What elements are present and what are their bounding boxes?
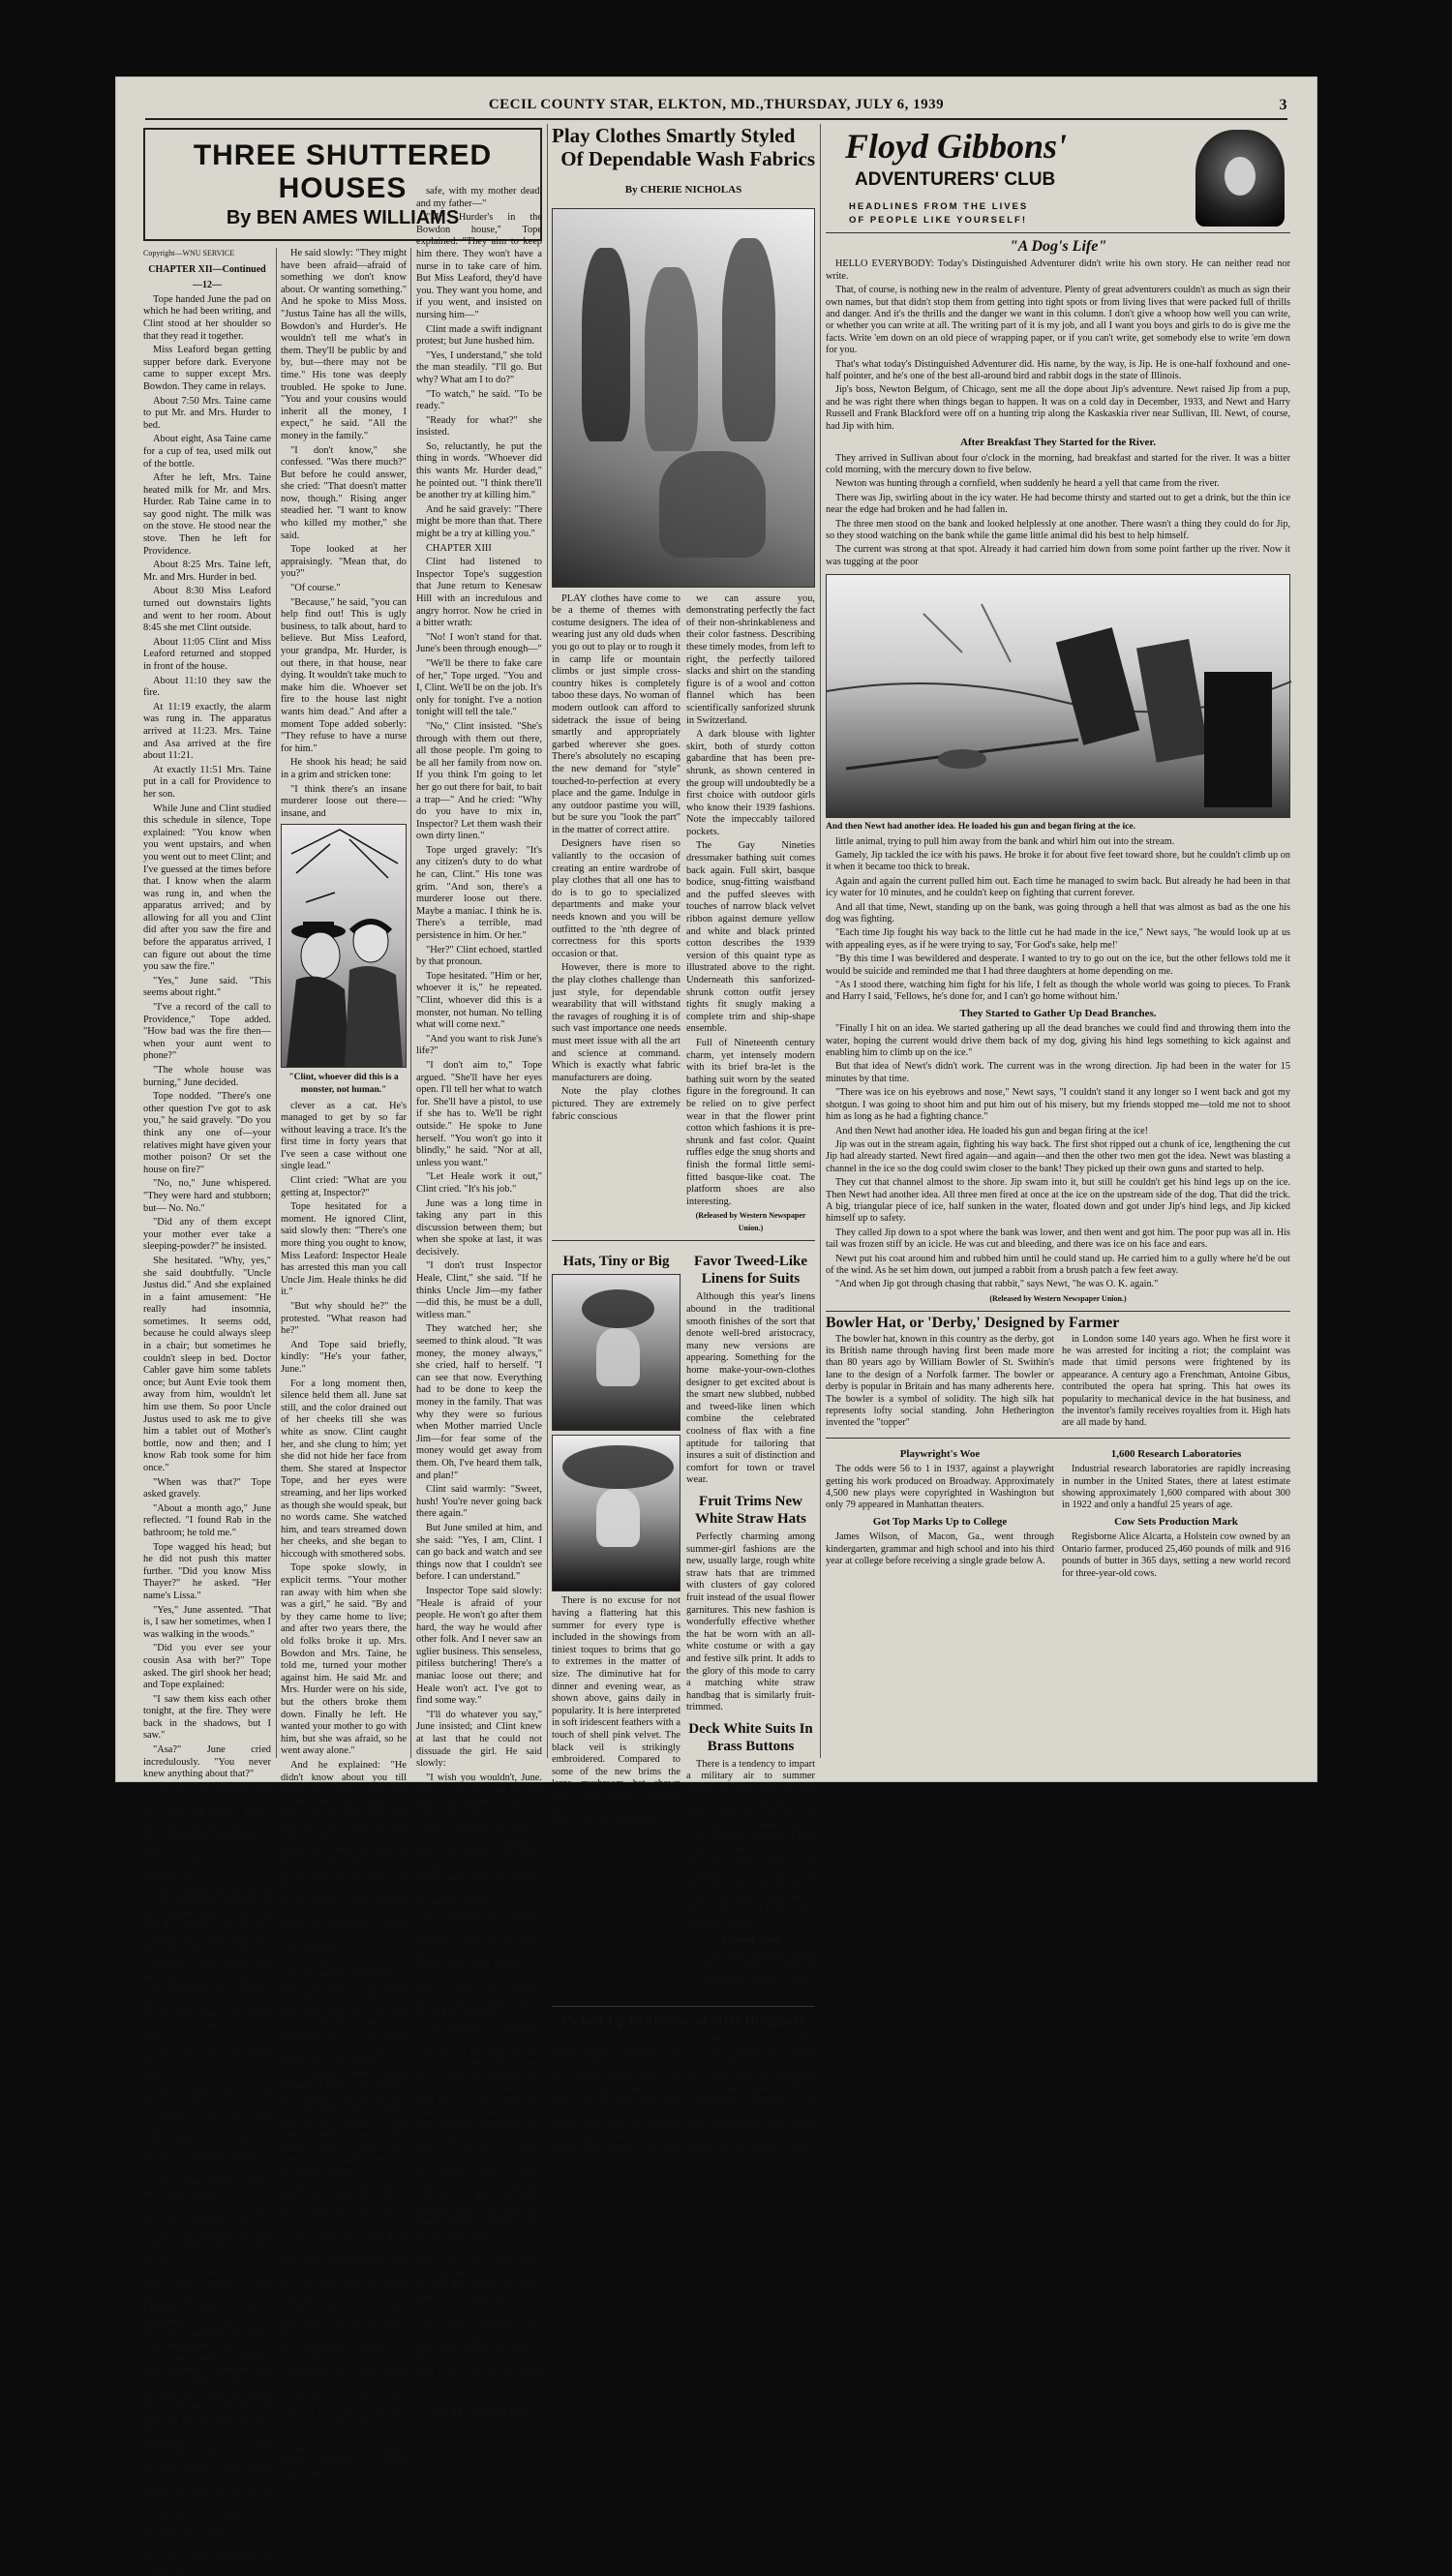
serial-paragraph: About eight, Asa Taine came for a cup of tea, used milk out of the bottle. bbox=[143, 434, 271, 470]
serial-paragraph: Clint cried: "What are you getting at, Inspector?" bbox=[281, 1175, 407, 1198]
serial-paragraph: Inspector Tope said slowly: "Heale is afraid of your people. He won't go after them hard, the way he would after other folk. And I never saw an uglier business. This senseless, pitiless butchering! There's a maniac loose out there; and Heale won't act. I've got to find some way." bbox=[416, 1585, 542, 1707]
serial-paragraph: Tope hesitated for a moment. He ignored Clint, said slowly then: "There's one more thing you ought to know, Miss Leaford: Inspector Heale has arrested this man you call Uncle Jim. Heale thinks he did it." bbox=[281, 1201, 407, 1298]
hat-photo-top bbox=[552, 1274, 681, 1431]
serial-paragraph: "The whole house was burning," June decided. bbox=[143, 1065, 271, 1088]
story-title: "A Dog's Life" bbox=[1009, 238, 1107, 255]
briefs-left bbox=[826, 1444, 1054, 1582]
serial-paragraph: "I don't trust Inspector Heale, Clint," she said. "If he thinks Uncle Jim—my father—did this, he must be a dull, witless man." bbox=[416, 1260, 542, 1320]
serial-paragraph: Tope considered, his eyes on the floor, his head wagging. "I think the thing will ripen tonight," he confessed. "If it seems sure that Mr. Hurder will live, the murderer will try to end him tonight." bbox=[416, 1823, 542, 1907]
fashion-paragraph: we can assure you, demonstrating perfectly the fact of their non-shrinkableness and their color fastness. Describing these timely modes, from left to right, the perfectly tailored slacks and shirt on the standing figure is of a wool and cotton flannel which has been scientifically sanforized shrunk in Switzerland. bbox=[686, 592, 815, 726]
fashion-section bbox=[552, 124, 815, 2167]
ice-rescue-illustration bbox=[826, 574, 1290, 818]
page-number: 3 bbox=[1279, 97, 1287, 113]
serial-paragraph: "When was that?" Tope asked gravely. bbox=[143, 1476, 271, 1500]
serial-paragraph: He looked at Miss Moss, sure she would understand. "I guess he still loved Kitty Leaford," he said. "When she died, it hit him hard. He went away; but he came back yesterday, says he was asleep in his cabin all last night. So Heale has locked him up." bbox=[281, 1956, 407, 2066]
serial-paragraph: "I saw them kiss each other tonight, at the fire. They were back in the shadows, but I saw." bbox=[143, 1693, 271, 1742]
fishnet-title: Fishnet Trim bbox=[720, 1933, 780, 1946]
bowler-title: Bowler Hat, or 'Derby,' Designed by Farmer bbox=[826, 1315, 1120, 1332]
briefs-right bbox=[1062, 1444, 1290, 1582]
club-subtitle-1: HEADLINES FROM THE LIVES bbox=[849, 201, 1029, 212]
serial-paragraph: Inspector Tope nodded; and he picked his words with care. "You remember Mr. Glovere, who lived in the cabin in the woods—the man you called Uncle Jim. You liked him, didn't you?" bbox=[143, 1959, 271, 2044]
serial-paragraph: "I've a record of the call to Providence," Tope added. "How bad was the fire then—when your aunt went to phone?" bbox=[143, 1002, 271, 1062]
gibbons-paragraph: "There was ice on his eyebrows and nose," Newt says, "I couldn't stand it any longer so I went back and got my shotgun. I was going to shoot him and put him out of his misery, but my friends stopped me—told me not to shoot him as long as he had a fighting chance." bbox=[826, 1087, 1290, 1123]
column-rule bbox=[820, 124, 821, 1758]
newspaper-page bbox=[116, 77, 1316, 2575]
serial-paragraph: And he explained: "He didn't know about you till afterward, years afterward. When you were about ten years old, he came back and met you in the woods, and you told him who you were. So he stayed, to be near you, lived in the cabin there. They wanted to put him off the land; but there wasn't any divorce, and he threatened to make trouble unless they let him stay. He didn't ask anything of them except to be near you, to see you sometimes." bbox=[281, 1759, 407, 1954]
serial-paragraph: Miss Leaford began getting supper before dark. Everyone came to supper except Mrs. Bowdon. They came in relays. bbox=[143, 345, 271, 392]
serial-paragraph: "About a month ago," June reflected. "I found Rab in the bathroom; he told me." bbox=[143, 1502, 271, 1538]
copyright-line: Copyright—WNU SERVICE bbox=[143, 249, 235, 258]
brief-2-title: Got Top Marks Up to College bbox=[872, 1515, 1008, 1528]
serial-paragraph: "And you want to risk June's life?" bbox=[416, 1033, 542, 1057]
straw-text: Perfectly charming among summer-girl fashions are the new, usually large, rough white straw hats that are trimmed with clusters of gay colored fruit instead of the usual flower garnitures. This new fashion is wonderfully effective whether the hat be worn with an all-white costume or with a gay and festive silk print. It adds to the glory of this mode to carry a matching white straw handbag that is similarly fruit-trimmed. bbox=[686, 1530, 815, 1713]
gibbons-paragraph: little animal, trying to pull him away from the bank and whirl him out into the stream. bbox=[835, 835, 1175, 847]
serial-paragraph: For a long moment then, silence held them all. June sat still, and the color drained out of her cheeks till she was white as snow. Clint caught her, and she clung to him; yet she did not hide her face from them. She stared at Inspector Tope, and her eyes were streaming, and her lips worked as though she would speak, but no words came. She watched him, and tears streamed down her cheeks, and she began to hiccough with smothered sobs. bbox=[281, 1378, 407, 1560]
serial-column-3 bbox=[416, 186, 543, 2421]
serial-paragraph: "You mean—arrested him?" Her cheek was pale. bbox=[143, 2176, 271, 2199]
gibbons-paragraph: And all that time, Newt, standing up on the bank, was going through a hell that was almost as bad as the one his dog was fighting. bbox=[826, 901, 1290, 924]
gibbons-paragraph: Newt put his coat around him and rubbed him until he could stand up. He carried him to a gully where he'd be out of the wind. As he set him down, out jumped a rabbit from a brush patch a few feet away. bbox=[826, 1253, 1290, 1276]
serial-paragraph: "You think so?" Tope prompted her. bbox=[143, 1858, 271, 1881]
serial-paragraph: "To watch," he said. "To be ready." bbox=[416, 388, 542, 412]
serial-paragraph: "Of course." bbox=[290, 583, 341, 594]
tweed-title: Favor Tweed-Like Linens for Suits bbox=[693, 1254, 808, 1288]
fashion-headline-line1: Play Clothes Smartly Styled bbox=[552, 124, 796, 147]
masthead-title: CECIL COUNTY STAR, ELKTON, MD.,THURSDAY, JULY 6, 1939 bbox=[488, 97, 945, 112]
serial-paragraph: About 8:30 Miss Leaford turned out downstairs lights and went to her room. About 8:45 she met Clint outside. bbox=[143, 586, 271, 634]
chapter-heading: CHAPTER XII—Continued bbox=[148, 263, 266, 275]
serial-paragraph: They watched her; she seemed to think aloud. "It was money, the money always," she cried, half to herself. "I can see that now. Everything had to be done to keep the money in the family. That was why they were so furious when Mother married Uncle Jim—for fear some of the money would get away from them. Oh, I've heard them talk, and plan!" bbox=[416, 1323, 542, 1481]
serial-paragraph: "Her?" Clint echoed, startled by that pronoun. bbox=[416, 944, 542, 968]
serial-paragraph: June nodded. "Yes," she said. "Yes, they could make Grandpa Hurder write his will the way they wanted it. They'd leave him no peace till he did." bbox=[416, 2243, 542, 2303]
deck-title: Deck White Suits In Brass Buttons bbox=[688, 1720, 813, 1754]
serial-paragraph: "Ready for what?" she insisted. bbox=[416, 414, 542, 439]
serial-paragraph: "I wish you wouldn't, June. But —I can see, can feel the same way. Inspector, what do you mean to do?" bbox=[416, 1772, 542, 1820]
gibbons-paragraph: "And when Jip got through chasing that rabbit," says Newt, "he was O. K. again." bbox=[835, 1279, 1159, 1290]
serial-paragraph: "Mr. Hurder's in the Bowdon house," Tope explained. "They aim to keep him there. They won't have a nurse in to take care of him. But Miss Leaford, they'd have you. They want you home, and if you went, and insisted on nursing him—" bbox=[416, 212, 542, 320]
serial-paragraph: "Did you ever see your cousin Asa with her?" Tope asked. The girl shook her head; and Tope explained: bbox=[143, 1643, 271, 1691]
serial-paragraph: "Did any of them except your mother ever take a sleeping-powder?" he insisted. bbox=[143, 1217, 271, 1253]
column-rule bbox=[547, 124, 548, 1758]
serial-paragraph: About 11:10 they saw the fire. bbox=[143, 675, 271, 699]
serial-illustration bbox=[281, 824, 407, 1068]
serial-paragraph: "But he didn't do this!" She rubbed her eyes with her hands like one just waking; she stood up, supporting herself by Clint's arm. "Oh, I want to do something!" she cried. "What can I do?" bbox=[281, 2306, 407, 2390]
serial-paragraph: June moved, about to speak; and Clint held her close, protectingly. She said faintly: bbox=[281, 2180, 407, 2216]
fashion-paragraph: The Gay Nineties dressmaker bathing suit comes back again. Full skirt, basque bodice, snug-fitting waistband and the puffed sleeves with touches of narrow black velvet ribbon against demure yellow and white and black printed cotton describes the 1939 version of this quaint type as illustrated above to the right. Underneath this sanforized-shrunk cotton outfit jersey tights fit snugly making a complete trim and ship-shape ensemble. bbox=[686, 840, 815, 1035]
serial-column-2 bbox=[281, 248, 408, 2479]
serial-paragraph: "He's come back," the Inspector said. bbox=[143, 2085, 271, 2108]
serial-title: THREE SHUTTERED HOUSES bbox=[193, 139, 493, 204]
serial-paragraph: He shook his head; he said in a grim and stricken tone: bbox=[281, 757, 407, 780]
serial-paragraph: "Yes," she said. "So much. He went away, after Mother died." bbox=[143, 2046, 271, 2082]
section-divider bbox=[826, 1438, 1290, 1439]
serial-paragraph: CHAPTER XIII bbox=[426, 542, 492, 554]
serial-paragraph: At 11:19 exactly, the alarm was rung in. The apparatus arrived at 11:23. Mrs. Taine and Asa arrived at the fire about 11:21. bbox=[143, 701, 271, 762]
masthead bbox=[145, 95, 1287, 120]
serial-paragraph: "Because," he said, "you can help find out! This is ugly business, to talk about, hard to believe. But Miss Leaford, your grandpa, Mr. Hurder, is out there, in that house, near dying. It wouldn't take much to make him die. Whoever set fire to the house last night wants him dead." And after a moment Tope added soberly: "They refuse to have a nurse for him." bbox=[281, 596, 408, 754]
serial-paragraph: "I don't know," she confessed. "Was there much?" But before he could answer, she cried: "That doesn't matter now, though." Rising anger steadied her. "I want to know who killed my mother," she said. bbox=[281, 444, 407, 541]
brief-3-title: 1,600 Research Laboratories bbox=[1110, 1447, 1242, 1460]
serial-paragraph: Tope urged gravely: "It's any citizen's duty to do what he can, Clint." His tone was grim. "And son, there's a murderer loose out there. Maybe a maniac. I think he is. There's a terrible, mad persistence in him. Or her." bbox=[416, 844, 542, 942]
serial-paragraph: Tope looked at her appraisingly. "Mean that, do you?" bbox=[281, 544, 407, 580]
section-divider bbox=[552, 2006, 815, 2007]
serial-paragraph: "No, no," June whispered. "They were hard and stubborn; but— No. No." bbox=[143, 1178, 271, 1214]
hats-title: Hats, Tiny or Big bbox=[562, 1254, 670, 1270]
fashion-released: (Released by Western Newspaper Union.) bbox=[695, 1211, 806, 1232]
gibbons-paragraph: Jip was out in the stream again, fighting his way back. The first shot ripped out a chunk of ice, lengthening the cut Jip had already started. Newt fired again—and again—and then the other two men got the idea. Newt was blasting a channel in the ice so the dog could swim closer to the bank! They picked up their own guns and started to help. bbox=[826, 1138, 1290, 1174]
gibbons-paragraph: "By this time I was bewildered and desperate. I wanted to try to go out on the ice, but the other fellows told me it would be suicide and reminded me that I had three daughters at home depending on me. bbox=[826, 954, 1290, 977]
serial-paragraph: "Let Heale work it out," Clint cried. "It's his job." bbox=[416, 1171, 542, 1195]
serial-paragraph: Tope hesitated. "Him or her, whoever it is," he repeated. "Clint, whoever did this is a monster, not human. No telling what will come next." bbox=[416, 970, 542, 1031]
straw-title: Fruit Trims New White Straw Hats bbox=[695, 1493, 806, 1527]
serial-paragraph: "I'm guessing," he repeated. "Justus Taine wouldn't tell me what was in the wills. But my guess is that the Hurder money is in a trust to separate Mrs. Leaford—but she's dead—and then for you, Miss Taine, and Rab. With trustees. Maybe Taine himself. Maybe his sons. It doesn't matter—wouldn't help us any if we knew, because they're all in the same pot together. But it comes down to it that you're the only one left in the way, Miss Leaford. With you dead, the Hurder money's bound to stay in the Taine family." bbox=[416, 2021, 542, 2240]
serial-paragraph: And he said gravely: "There might be more than that. There might be a try at killing you." bbox=[416, 503, 542, 540]
gibbons-paragraph: There was Jip, swirling about in the icy water. He had become thirsty and started out to get a drink, but the thin ice near the edge had broken and he had fallen in. bbox=[826, 492, 1290, 516]
serial-paragraph: "Heale thought he might have had something to do—" bbox=[143, 2202, 271, 2227]
section-divider bbox=[552, 1240, 815, 1241]
serial-paragraph: Clint made a swift indignant protest; but June hushed him. bbox=[416, 323, 542, 348]
serial-paragraph: Tope handed June the pad on which he had been writing, and Clint stood at her shoulder so that they read it together. bbox=[143, 293, 271, 342]
club-subtitle-2: OF PEOPLE LIKE YOURSELF! bbox=[849, 215, 1028, 226]
serial-paragraph: Tope wagged his head; but he did not push this matter further. "Did you know Miss Thayer?" he asked. "Her name's Lissa." bbox=[143, 1541, 271, 1601]
serial-paragraph: "Yes," June said. "This seems about right." bbox=[143, 975, 271, 999]
serial-paragraph: "Safe!" she exclaimed almost scornfully. "I don't want to be bbox=[281, 2443, 407, 2479]
serial-paragraph: "He came back at noon today," Tope explained. "Came back asking for you . . . Miss Leaford, I used to be a policeman. I'm trying to find out what happened out there. You understand that we are sure your mother, somehow, was poisoned. Someone put some extra tablets in that glass of milk she drank. It might have been done while the milk was still in the bottle, in Mrs. Bowdon's refrigerator. Or afterward in your grandmother's kitchen, or on the way upstairs, or after it was taken upstairs. And anyone might have done it. Anyone at all." bbox=[143, 2267, 271, 2510]
brief-4-title: Cow Sets Production Mark bbox=[1114, 1515, 1238, 1528]
serial-paragraph: Tope hesitated, he confessed at last: "Inspector Heale is holding him." bbox=[143, 2137, 271, 2173]
fashion-paragraph: Full of Nineteenth century charm, yet intensely modern with its brief bra-let is the bathing suit worn by the seated figure in the foreground. It can be relied on to give perfect wear in that the flower print cotton which fashions it is pre-shrunk and fast color. Quaint ruffles edge the snug shorts and finish the formal little semi-fitted basque-like coat. The platform shoes are also interesting. bbox=[686, 1037, 815, 1207]
play-clothes-photo bbox=[552, 208, 815, 588]
subhead-branches: They Started to Gather Up Dead Branches. bbox=[959, 1007, 1157, 1019]
serial-paragraph: Tope nodded. "There's one other question I've got to ask you," he said gravely. "Do you think any one of—your relatives might have given your mother poison? Or set the house on fire?" bbox=[143, 1091, 271, 1175]
serial-column-1 bbox=[143, 248, 271, 2575]
fashion-paragraph: However, there is more to the play clothes challenge than just style, for dependable wearability that will withstand the ravages of roughing it is of such vast importance one needs must meet issue with all the art and science at command. Which is exactly what fabric manufacturers are doing. bbox=[552, 962, 681, 1083]
serial-paragraph: "Oh, no," she declared. "But if Asa loved her, he wouldn't have dared tell anyone. They'd have been furious. Aunt Evie, and Grandma Bowdon, I mean." bbox=[143, 1782, 271, 1855]
serial-paragraph: "Yes! Mother used to tell me—" She hesitated, went bravely on: "Mother used to tell me that if I married without their consent, they would crush me. They did crush her, you know." bbox=[143, 1884, 271, 1956]
gibbons-paragraph: Again and again the current pulled him out. Each time he managed to swim back. But already he had been in that icy water for 10 minutes, and he couldn't keep on fighting that current forever. bbox=[826, 875, 1290, 899]
gibbons-paragraph: Gamely, Jip tackled the ice with his paws. He broke it for about five feet toward shore, but he couldn't climb up on it when it became too thick to break. bbox=[826, 849, 1290, 873]
serial-paragraph: The Inspector said soberly: "This, if you want to," he said. "I know it's not safe for you—" bbox=[281, 2393, 407, 2441]
serial-paragraph: And Tope said briefly, kindly: "He's your father, June." bbox=[281, 1339, 407, 1375]
serial-paragraph: "I'll do whatever you say," June insisted; and Clint knew at last that he could not dissuade the girl. He said slowly: bbox=[416, 1709, 542, 1770]
hats-text: There is no excuse for not having a flattering hat this summer for every type is included in the showings from tiniest toques to brims that go to extremes in the matter of size. The diminutive hat for dinner and evening wear, as shown above, gains daily in popularity. It is here interpreted in soft iridescent feathers with a touch of shell pink velvet. The black veil is strikingly embroidered. Compared to some of the new brims the large mushroom hat shown here of black Milan is in reality quite conservative. There's no limit as to brim dimensions. bbox=[552, 1595, 681, 1827]
ice-rescue-drawing bbox=[827, 575, 1291, 817]
illustration-caption: "Clint, whoever did this is a monster, not human." bbox=[288, 1073, 399, 1095]
illustration-drawing bbox=[282, 825, 408, 1067]
section-divider bbox=[826, 1311, 1290, 1312]
subhead-breakfast: After Breakfast They Started for the River. bbox=[960, 437, 1156, 449]
serial-paragraph: "It would seem simple enough to Heale," she pointed out. "Heale will say that Mr. Leaford killed Mrs. Leaford and then the Hurders, so that June would inherit their money. Then he could claim June as his daughter, and get her and the money too." bbox=[281, 2068, 407, 2177]
serial-paragraph: "Where is he?" she cried eagerly. bbox=[143, 2111, 271, 2135]
club-name: ADVENTURERS' CLUB bbox=[855, 169, 1056, 190]
gibbons-paragraph: And then Newt had another idea. He loaded his gun and began firing at the ice! bbox=[835, 1125, 1149, 1136]
gibbons-title: Floyd Gibbons' bbox=[845, 127, 1068, 166]
gibbons-paragraph: The three men stood on the bank and looked helplessly at one another. There wasn't a thing they could do for Jip, so they stood watching on the bank while the game little animal did his best to help himself. bbox=[826, 518, 1290, 541]
gibbons-paragraph: They arrived in Sullivan about four o'clock in the morning, had breakfast and started for the river. It was a bitter cold morning, with the mercury down to five below. bbox=[826, 452, 1290, 475]
serial-paragraph: She hesitated. "Why, yes," she said doubtfully. "Uncle Justus did." And she explained in a faint amusement: "He really had insomnia, sometimes. It seems odd, because he could always sleep in a chair; but sometimes he couldn't sleep in bed. Doctor Cabler gave him some tablets once; but Aunt Evie took them away from him, wouldn't let him use them. So poor Uncle Justus used to ask me to give him a tablet out of Mother's bottle, now and then; and I know Rab took some for him once." bbox=[143, 1255, 271, 1473]
serial-paragraph: Tope spoke slowly, in explicit terms. "Your mother ran away with him when she was a girl," he said. "By and by they came home to live; and after two years there, the old folks broke it up. Mrs. Bowdon and Mrs. Taine, he told me, turned your mother against him. He said Mr. and Mrs. Hurder were on his side, but the others broke them down. Finally he left. He wanted your mother to go with him, but she was afraid, so he went away alone." bbox=[281, 1562, 407, 1757]
serial-paragraph: "So there it is," Tope agreed, with a grim simplicity. "The money waiting, ready to run into their pockets as soon as Mr. Hurder dies. You're the last dam in the way, the last thing to stop it. They'll be after you." bbox=[416, 2306, 543, 2390]
serial-paragraph: About 11:05 Clint and Miss Leaford returned and stopped in front of the house. bbox=[143, 636, 271, 672]
hats-article bbox=[552, 1247, 681, 2000]
fishnet-text: A New York designer, on the search for something different to distinguish summer clothes, has turned to fishnet. bbox=[686, 1949, 815, 1997]
deck-text: There is a tendency to impart a military air to summer dresses and suits made of white sharkskin or white gossamer sheer wool by the use of handsome brass buttons, and in some instances epaulets of gold braid have been added. The fad for all white with gold trimming is also carried out in that gold kid belts are being worn with classic white dresses the draping of which takes on a sculptural beauty. bbox=[686, 1758, 815, 1928]
serial-paragraph: "I don't aim to," Tope argued. "She'll have her eyes open. I'll tell her what to watch for. She'll have a pistol, to use if she has to. We'll be right outside." He spoke to June herself. "You won't go into it blindly," he said. "Nor at all, unless you want." bbox=[416, 1059, 542, 1168]
serial-paragraph: "I think there's an insane murderer loose out there—insane, and bbox=[281, 783, 407, 819]
serial-paragraph: "No," Clint insisted. "She's through with them out there, all those people. I'm going to be all her family from now on. If you think I'm going to let her go out there for bait, to bait a trap—" And he cried: "Why do you have to mix in, Inspector? Let them wash their own dirty linen." bbox=[416, 720, 542, 842]
studios-title: Picked Up in Studios of Style Designers bbox=[561, 2014, 805, 2030]
serial-paragraph: Clint had listened to Inspector Tope's suggestion that June return to Kenesaw Hill with an incredulous and angry horror. Now he cried in a bitter wrath: bbox=[416, 557, 542, 629]
gibbons-paragraph: "Finally I hit on an idea. We started gathering up all the dead branches we could find and throwing them into the water, hoping the current would drive them back of my dog, giving his hind legs something to kick against and enabling him to climb up on the ice." bbox=[826, 1023, 1290, 1059]
serial-paragraph: Clint said warmly: "Sweet, hush! You're never going back there again." bbox=[416, 1484, 542, 1520]
fashion-byline: By CHERIE NICHOLAS bbox=[624, 184, 742, 196]
brief-2-text: James Wilson, of Macon, Ga., went through kindergarten, grammar and high school and into his third year at college before receiving a single grade below A. bbox=[826, 1531, 1054, 1567]
serial-paragraph: While June and Clint studied this schedule in silence, Tope explained: "You know when you went upstairs, and when you went out to meet Clint; and I've guessed at the times before that. I know when the alarm was rung in, and when the apparatus arrived; and by allowing for all you and Clint did after you saw the fire and before the apparatus arrived, I can figure out about the time you saw the fire." bbox=[143, 803, 271, 973]
gibbons-paragraph: The current was strong at that spot. Already it had carried him down from some point farther up the river. Now it was tugging at the poor bbox=[826, 544, 1290, 567]
gibbons-paragraph: That's what today's Distinguished Adventurer did. His name, by the way, is Jip. He is one-half foxhound and one-half pointer, and he's one of the best all-around bird and rabbit dogs in the state of Illinois. bbox=[826, 358, 1290, 382]
fashion-paragraph: PLAY clothes have come to be a theme of themes with costume designers. The idea of wearing just any old duds when you go out to play or to rough it in camp life or mountain climbs or just simple cross-country hikes is completely taboo these days. No woman of modern outlook can afford to sidetrack the issue of being smartly and appropriately garbed wherever she goes. There's absolutely no escaping the new demand for "style" touched-to-perfection at every place and the game. Indulge in any outdoor pastime you will, but be sure you "look the part" in the matter of correct attire. bbox=[552, 592, 681, 835]
serial-paragraph: At exactly 11:51 Mrs. Taine put in a call for Providence to her son. bbox=[143, 764, 271, 800]
serial-paragraph: The girl was trembling, but her eyes were steady. bbox=[143, 2513, 271, 2536]
studios-text-right: Of interest in hosiery styles, is a new interest in colorful types. In the fabric choice for new dress coats the designers are showing originality. Those comfortable huaraches, or straw woven sandals, are in the shoe departments again. You'll be calm, cool and collected this summer if you happen to fancy any of the net blouses. bbox=[686, 2034, 815, 2167]
fashion-briefs bbox=[686, 1247, 815, 2000]
serial-paragraph: "Yes, I understand," she told the man steadily. "I'll go. But why? What am I to do?" bbox=[416, 349, 542, 385]
fashion-paragraph: Note the play clothes pictured. They are extremely fabric conscious bbox=[552, 1086, 681, 1122]
brief-3-text: Industrial research laboratories are rapidly increasing in number in the United States, there at latest estimate showing approximately 1,600 compared with about 300 in 1922 and only a handful 25 years of age. bbox=[1062, 1464, 1290, 1511]
bowler-text-right: in London some 140 years ago. When he first wore it he was arrested for inciting a riot; the complaint was made that timid persons were frightened by its appearance. A century ago a Frenchman, Antoine Gibus, contributed the opera hat spring. This hat owes its popularity to mechanical device in the hat business, and the inventor's family receives royalties from it. High hats are all made by hand. bbox=[1062, 1333, 1290, 1429]
chapter-number: —12— bbox=[193, 280, 222, 291]
serial-paragraph: "Oh," she protested in loyal pride. "Uncle Jim wouldn't. No, no." bbox=[143, 2228, 271, 2264]
adventurers-club-header bbox=[826, 124, 1290, 233]
brief-1-title: Playwright's Woe bbox=[899, 1447, 981, 1460]
studios-text-left: Even the lowly ticking is going slightly high-hat. The suede jacket has come out of the strictly sports class. All kinds of sleight of hand fashion tricks can be done with sport clothes. The Dutch influence which began with the blue and white Dutch boy suits has spread into patterns for print fabrics. bbox=[552, 2034, 681, 2167]
serial-paragraph: About 8:25 Mrs. Taine left, Mr. and Mrs. Hurder in bed. bbox=[143, 560, 271, 583]
serial-paragraph: He said slowly: "They might have been afraid—afraid of something we don't know about. Or wanting something." And he spoke to Miss Moss. "Justus Taine has all the wills, Bowdon's and Hurder's. He wouldn't tell me what's in them. They'll be public by and by, but—there may not be time." His tone was deeply troubled. He spoke to June. "You and your cousins would inherit all the money, I expect," he said. "All the money in the family." bbox=[281, 248, 407, 441]
serial-paragraph: About 7:50 Mrs. Taine came to put Mr. and Mrs. Hurder to bed. bbox=[143, 395, 271, 431]
gibbons-paragraph: They called Jip down to a spot where the bank was lower, and then went and got him. The poor pup was all in. His tail was frozen stiff by an icicle. He was cut and bleeding, and there was ice on his face and ears. bbox=[826, 1227, 1290, 1251]
gibbons-paragraph: Newton was hunting through a cornfield, when suddenly he heard a yell that came from the river. bbox=[835, 478, 1220, 490]
gibbons-paragraph: That, of course, is nothing new in the realm of adventure. Plenty of great adventurers couldn't as much as sign their own names, but that didn't stop them from getting into tight spots or from living lives that were packed full of thrills and danger. And it's the thrills and the danger we want in this column. I don't give a whoop how well you can write, or whether you can write at all. The writing part of it is my job, and all I want you boys and girls to do is give me the facts. Write 'em down on an old piece of wrapping paper, or if you can't write, get somebody else to write 'em down for you. bbox=[826, 285, 1290, 356]
serial-paragraph: But June smiled at him, and she said: "Yes, I am, Clint. I can go back and watch and see things now that I couldn't see before. I can understand." bbox=[416, 1522, 542, 1583]
fashion-paragraph: Designers have risen so valiantly to the occasion of creating an entire wardrobe of play clothes that all one has to do is to go to specialized departments and make your needs known and you will be outfitted to the 'nth degree of correctness for this sports occasion or that. bbox=[552, 838, 681, 959]
column-rule bbox=[410, 248, 411, 1758]
fashion-headline-line2: Of Dependable Wash Fabrics bbox=[560, 147, 815, 170]
serial-paragraph: June was a long time in taking any part in this discussion between them; but when she spoke at last, it was decisively. bbox=[416, 1197, 542, 1258]
column-rule bbox=[276, 248, 277, 1758]
serial-paragraph: "Yes," June assented. "That is, I saw her sometimes, when I was walking in the woods." bbox=[143, 1604, 271, 1640]
ice-rescue-caption: And then Newt had another idea. He loaded his gun and began firing at the ice. bbox=[826, 822, 1135, 833]
adventurers-club-section bbox=[826, 124, 1290, 1760]
fashion-text-left bbox=[552, 593, 681, 1235]
serial-paragraph: So, reluctantly, he put the thing in words. "Whoever did this wants Mr. Hurder dead," he pointed out. "I think there'll be another try at killing him." bbox=[416, 440, 542, 501]
bowler-text-left: The bowler hat, known in this country as the derby, got its British name through having first been made more than 80 years ago by William Bowler of St. Swithin's lane to the design of a Norfolk farmer. The bowler or derby is popular in Britain and has many adherents here. The bowler is a symbol of solidity. The high silk hat represents lofty social standing. John Hetherington invented the "topper" bbox=[826, 1333, 1054, 1429]
serial-paragraph: "I can remember once, when I was a little girl, Aunt Evie tried to make me stay away from him, and I told him, and he came to the house to see her, and after that she never bothered me . . ." bbox=[281, 2218, 407, 2303]
serial-paragraph: After he left, Mrs. Taine heated milk for Mr. and Mrs. Hurder. Rab Taine came in to say good night. The milk was on the stove. He stood near the stove. Then he left for Providence. bbox=[143, 472, 271, 557]
gibbons-paragraph: But that idea of Newt's didn't work. The current was in the wrong direction. Jip had been in the water for 15 minutes by that time. bbox=[826, 1061, 1290, 1084]
to-be-continued: (TO BE CONTINUED) bbox=[432, 2409, 527, 2421]
fashion-text-right bbox=[686, 593, 815, 1235]
hat-photo-bottom bbox=[552, 1435, 681, 1591]
serial-paragraph: "Asa?" June cried incredulously. "You never knew anything about that?" bbox=[143, 1744, 271, 1780]
serial-paragraph: "No! I won't stand for that. June's been through enough—" bbox=[416, 631, 542, 655]
brief-1-text: The odds were 56 to 1 in 1937, against a playwright getting his work produced on Broadway. Approximately 4,500 new plays were copyrighted in Washington but only 79 appeared in Manhattan theaters. bbox=[826, 1464, 1054, 1511]
gibbons-paragraph: Jip's boss, Newton Belgum, of Chicago, sent me all the dope about Jip's adventure. Newt raised Jip from a pup, and he was right there when things began to happen. It was on a cold day in December, 1933, and Newt and Harry Russell and Frank Blackford were off on a hunting trip along the Kaskaskia river near Sullivan, Ill. Newt, of course, had Jip with him. bbox=[826, 384, 1290, 432]
fashion-paragraph: A dark blouse with lighter skirt, both of sturdy cotton gabardine that has been pre-shrunk, as shown centered in the group will undoubtedly be a first choice with outdoor girls who know their 1939 fashions. Note the impeccably tailored pockets. bbox=[686, 729, 815, 837]
brief-4-text: Regisborne Alice Alcarta, a Holstein cow owned by an Ontario farmer, produced 25,460 pounds of milk and 916 pounds of butter in 365 days, setting a new world record for three-year-old cows. bbox=[1062, 1531, 1290, 1579]
serial-paragraph: safe, with my mother dead, and my father—" bbox=[416, 186, 542, 209]
gibbons-portrait bbox=[1195, 130, 1285, 227]
gibbons-released: (Released by Western Newspaper Union.) bbox=[989, 1293, 1127, 1303]
gibbons-paragraph: "As I stood there, watching him fight for his life, I felt as though the whole world was going to pieces. To Frank and Harry I said, 'Fellows, he's done for, and I can't go home without him.' bbox=[826, 980, 1290, 1003]
serial-byline: By BEN AMES WILLIAMS bbox=[226, 207, 460, 228]
serial-paragraph: And when he did not speak, she cried: "Why should they do a thing like that?" bbox=[143, 2539, 271, 2575]
serial-paragraph: clever as a cat. He's managed to get by so far without leaving a trace. It's the first time in forty years that I've seen a case without one single lead." bbox=[281, 1100, 407, 1172]
tweed-text: Although this year's linens abound in the traditional smooth finishes of the sort that denote well-bred aristocracy, many new versions are appearing. Something for the home make-your-own-clothes designer to get excited about is the smart new slubbed, nubbed and tweed-like linen which combine the celebrated coolness of flax with a fine aptitude for tailoring that insures a suit of distinction and comfort for town or travel wear. bbox=[686, 1291, 815, 1486]
serial-paragraph: "But why should he?" the protested. "What reason had he?" bbox=[281, 1301, 407, 1337]
gibbons-paragraph: HELLO EVERYBODY: Today's Distinguished Adventurer didn't write his own story. He can neither read nor write. bbox=[826, 258, 1290, 282]
serial-paragraph: "I'm not afraid!" said June. bbox=[426, 2393, 534, 2405]
gibbons-paragraph: "Each time Jip fought his way back to the little cut he had made in the ice," Newt says, "he would look up at us with appealing eyes, as if he were trying to say, 'For God's sake, help me!' bbox=[826, 927, 1290, 951]
serial-paragraph: He watched June intently. "And maybe you too! I'm guessing at this; but I'm a good guesser. Some one out there is money-crazy. Mr. Hurder is a rich man; and someone out there wants that money. Maybe wants it quick. Maybe has to have it quick." bbox=[416, 1910, 542, 2019]
serial-paragraph: "We'll be there to fake care of her," Tope urged. "You and I, Clint. We'll be on the job. It's only for tonight. I've a notion tonight will tell the tale." bbox=[416, 657, 542, 718]
gibbons-paragraph: They cut that channel almost to the shore. Jip swam into it, but still he couldn't get his hind legs up on the ice. Then Newt had another idea. All three men fired at once at the ice on the upstream side of the dog. That did the trick. A big, triangular piece of ice, half sunken in the water, floated down and got under Jip's hind legs, and Jip kicked himself up to safety. bbox=[826, 1177, 1290, 1225]
